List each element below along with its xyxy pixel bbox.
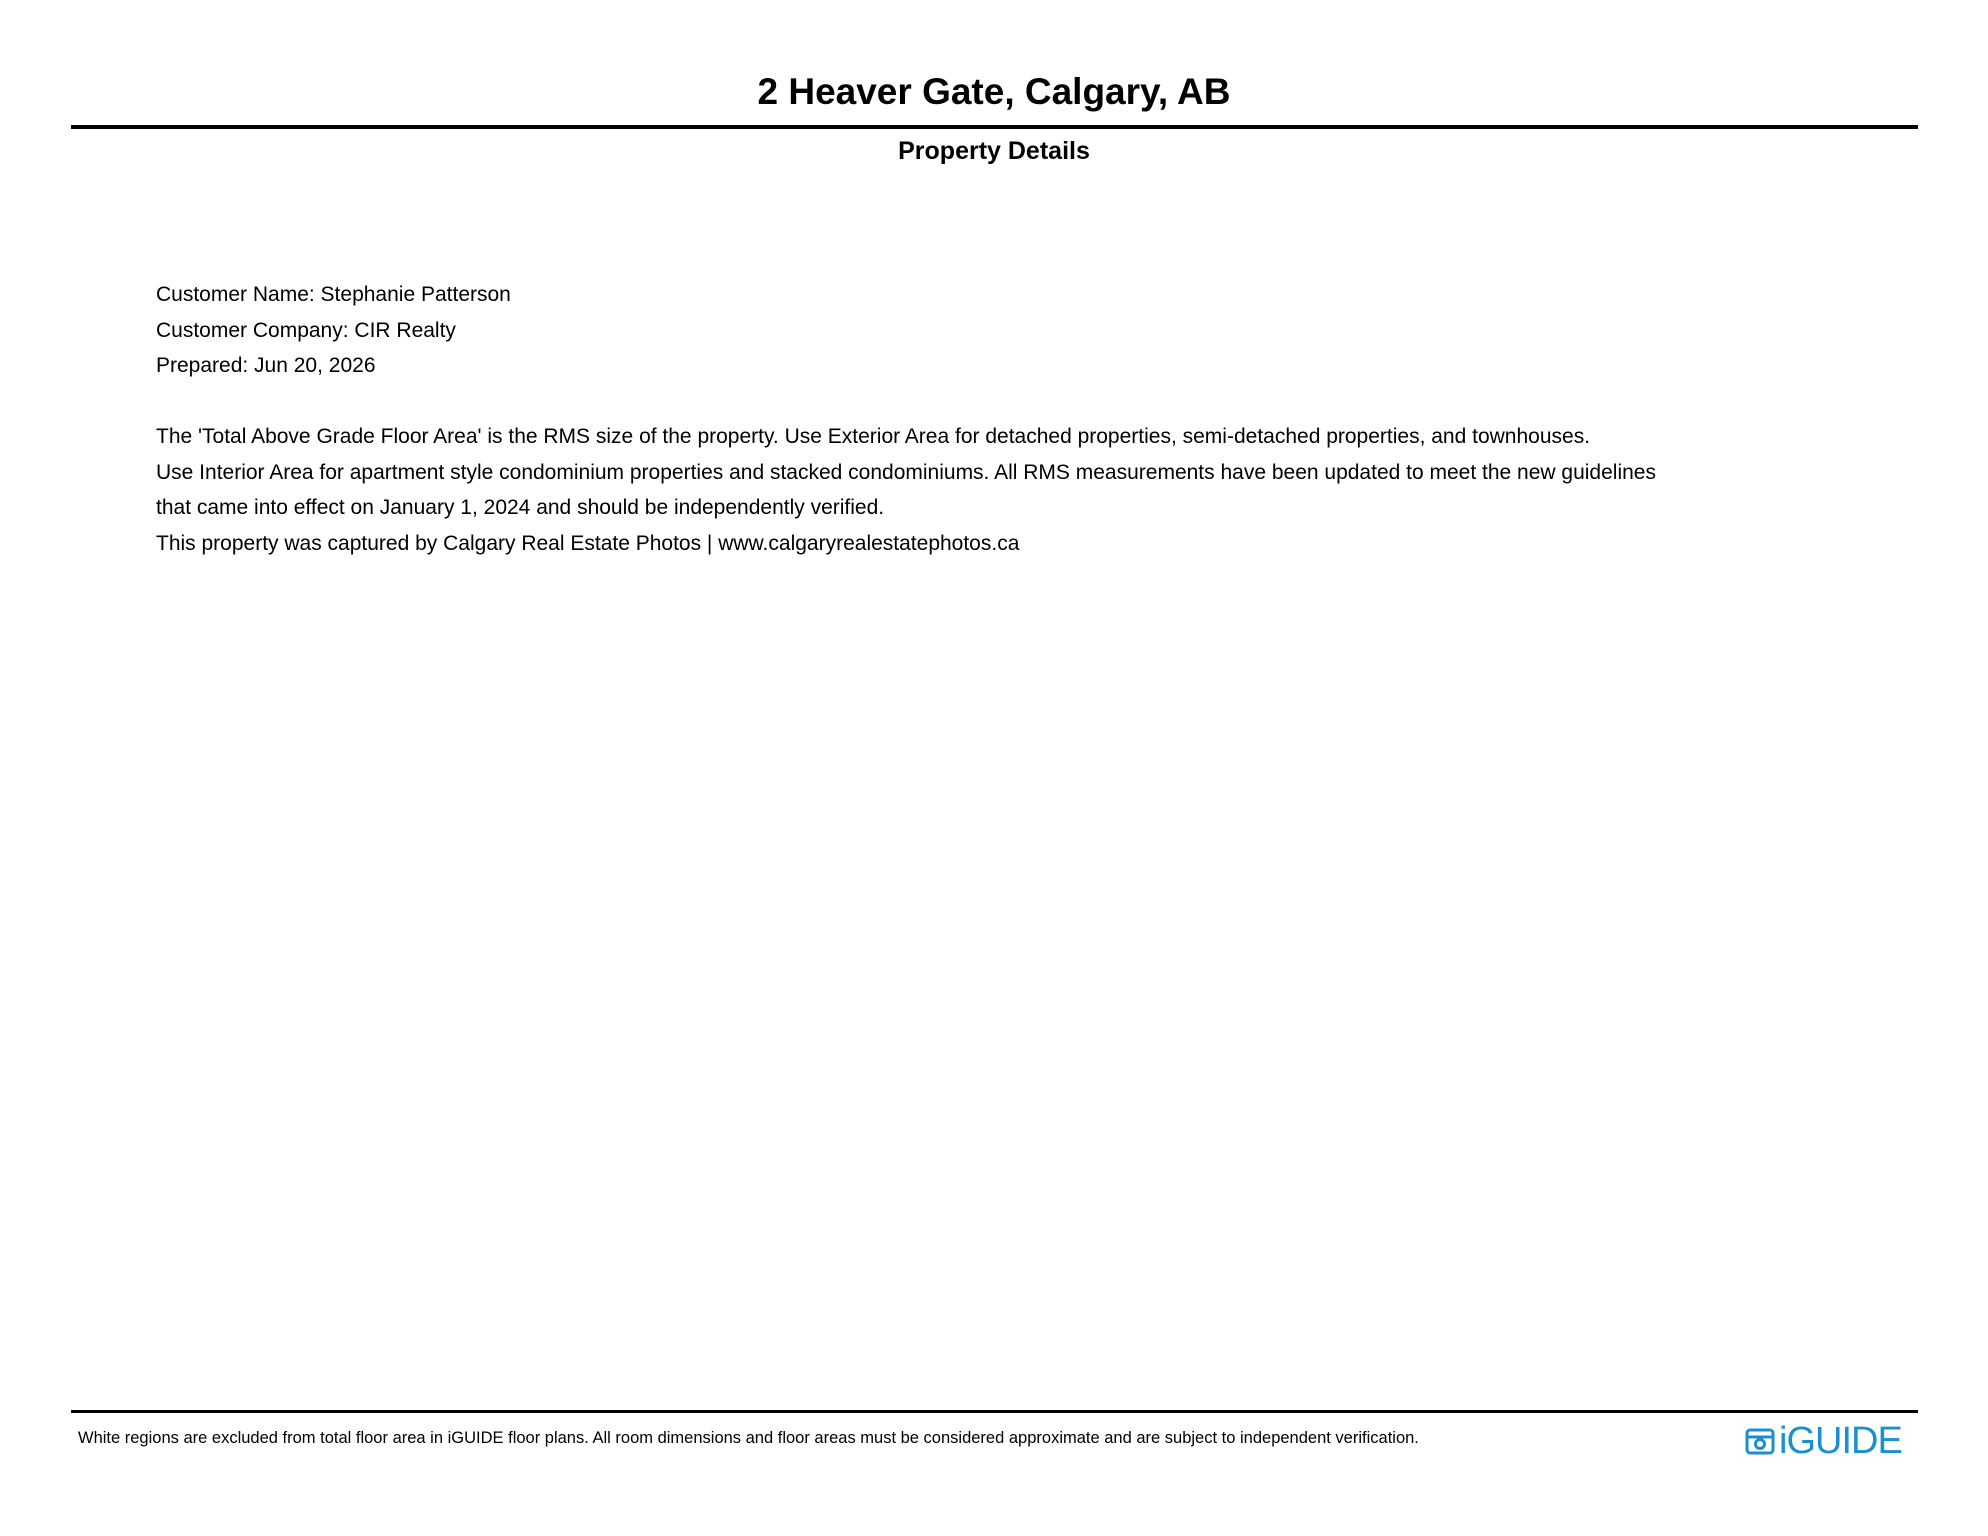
footer-disclaimer: White regions are excluded from total floor area in iGUIDE floor plans. All room dimensions and floor areas must be considered approximate and are subject to independent verification. <box>78 1429 1419 1447</box>
customer-name: Customer Name: Stephanie Patterson <box>156 283 511 306</box>
page-subtitle: Property Details <box>898 137 1090 165</box>
note-line: The 'Total Above Grade Floor Area' is the RMS size of the property. Use Exterior Area for detached properties, semi-detached properties, and townhouses. <box>156 425 1591 448</box>
logo-text: iGUIDE <box>1779 1420 1902 1462</box>
customer-company: Customer Company: CIR Realty <box>156 318 456 342</box>
footer-divider <box>71 1410 1918 1413</box>
iguide-camera-logo-icon <box>1745 1426 1775 1456</box>
rms-notes <box>156 419 1916 561</box>
title-divider <box>71 125 1918 129</box>
prepared-date: Prepared: Jun 20, 2026 <box>156 354 376 377</box>
note-line: that came into effect on January 1, 2024 and should be independently verified. <box>156 496 885 519</box>
photographer-credit: This property was captured by Calgary Real Estate Photos | www.calgaryrealestatephotos.ca <box>156 531 1020 555</box>
customer-info <box>156 277 1856 384</box>
iguide-logo <box>1745 1421 1902 1461</box>
note-line: Use Interior Area for apartment style condominium properties and stacked condominiums. All RMS measurements have been updated to meet the new guidelines <box>156 460 1656 484</box>
page-title: 2 Heaver Gate, Calgary, AB <box>757 71 1231 112</box>
